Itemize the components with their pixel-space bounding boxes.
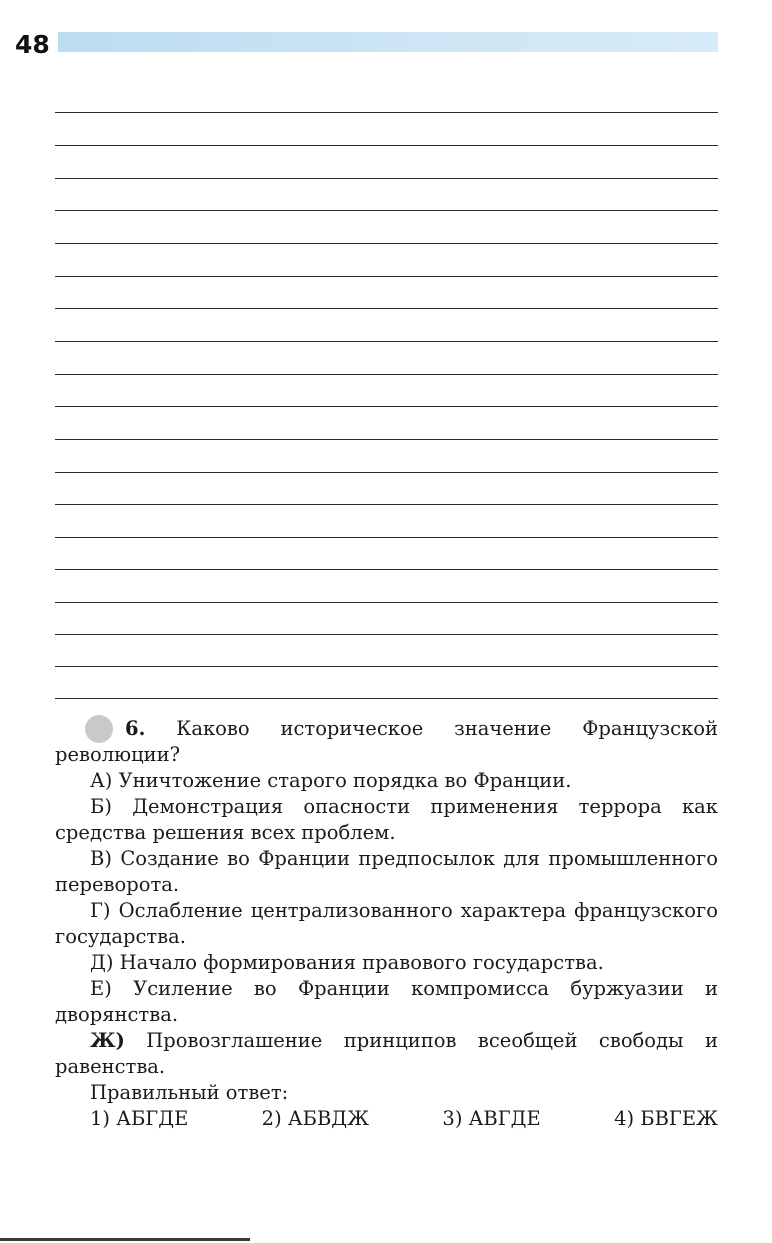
writing-line[interactable]: [55, 472, 718, 473]
option-text: Начало формирования правового государства.: [119, 951, 604, 974]
writing-line[interactable]: [55, 112, 718, 113]
writing-line[interactable]: [55, 276, 718, 277]
writing-line[interactable]: [55, 537, 718, 538]
task-question: [55, 716, 718, 768]
option-letter: Б): [90, 795, 112, 818]
writing-line[interactable]: [55, 243, 718, 244]
question-text: Каково историческое значение Французской революции?: [55, 717, 719, 766]
option-text: Создание во Франции предпосылок для промышленного переворота.: [55, 847, 718, 896]
option-text: Демонстрация опасности применения террора как средства решения всех проблем.: [55, 795, 718, 844]
writing-line[interactable]: [55, 178, 718, 179]
answer-label: Правильный ответ:: [90, 1081, 289, 1104]
option-text: Провозглашение принципов всеобщей свободы и равенства.: [55, 1029, 719, 1078]
option-d[interactable]: [55, 950, 718, 976]
writing-line[interactable]: [55, 210, 718, 211]
option-v[interactable]: [55, 846, 718, 898]
option-letter: В): [90, 847, 112, 870]
writing-line[interactable]: [55, 145, 718, 146]
option-letter: А): [90, 769, 113, 792]
option-zh[interactable]: [55, 1028, 718, 1080]
writing-line[interactable]: [55, 406, 718, 407]
writing-line[interactable]: [55, 634, 718, 635]
option-e[interactable]: [55, 976, 718, 1028]
task-6: [55, 716, 718, 1132]
option-g[interactable]: [55, 898, 718, 950]
option-letter: Е): [90, 977, 112, 1000]
option-a[interactable]: [55, 768, 718, 794]
writing-line[interactable]: [55, 602, 718, 603]
footer-rule: [0, 1238, 250, 1241]
option-text: Уничтожение старого порядка во Франции.: [118, 769, 572, 792]
answer-choice-2[interactable]: 2) АБВДЖ: [261, 1107, 370, 1130]
writing-lines: [55, 0, 718, 720]
answer-choices: [55, 1106, 718, 1132]
writing-line[interactable]: [55, 308, 718, 309]
answer-choice-1[interactable]: 1) АБГДЕ: [90, 1107, 189, 1130]
answer-choice-4[interactable]: 4) БВГЕЖ: [614, 1107, 718, 1130]
option-letter: Г): [90, 899, 111, 922]
writing-line[interactable]: [55, 504, 718, 505]
option-letter: Ж): [90, 1029, 125, 1052]
option-text: Усиление во Франции компромисса буржуазии и дворянства.: [55, 977, 718, 1026]
option-letter: Д): [90, 951, 114, 974]
writing-line[interactable]: [55, 666, 718, 667]
option-text: Ослабление централизованного характера французского государства.: [55, 899, 719, 948]
option-b[interactable]: [55, 794, 718, 846]
page-number: 48: [15, 30, 50, 59]
writing-line[interactable]: [55, 374, 718, 375]
writing-line[interactable]: [55, 698, 718, 699]
answer-choice-3[interactable]: 3) АВГДЕ: [442, 1107, 541, 1130]
writing-line[interactable]: [55, 439, 718, 440]
writing-line[interactable]: [55, 569, 718, 570]
writing-line[interactable]: [55, 341, 718, 342]
task-number: 6.: [90, 716, 145, 742]
